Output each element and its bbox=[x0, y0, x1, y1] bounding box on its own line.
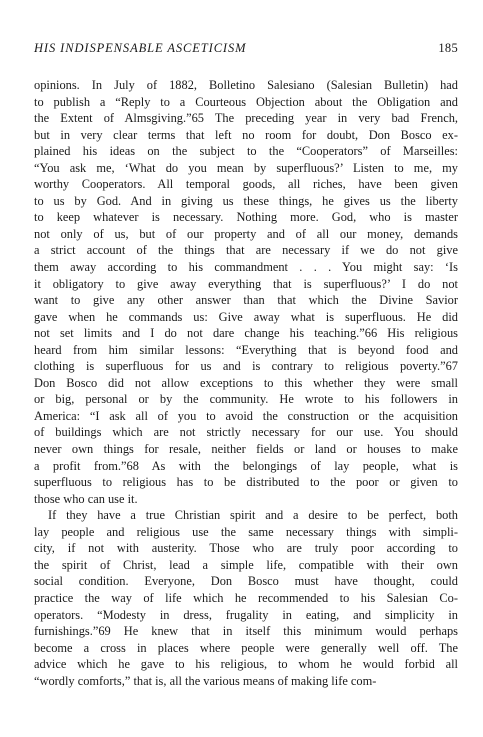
text-line: them away according to his commandment . . . You might say: ‘Is bbox=[34, 260, 458, 275]
text-line: “You ask me, ‘What do you mean by superfluous?’ Listen to me, my bbox=[34, 160, 458, 175]
text-line: or big, personal or by the community. He wrote to his followers in bbox=[34, 392, 458, 407]
text-line: to us by God. And in giving us these things, he gives us the liberty bbox=[34, 193, 458, 208]
page-number: 185 bbox=[438, 41, 458, 55]
text-line: opinions. In July of 1882, Bolletino Salesiano (Salesian Bulletin) had bbox=[34, 78, 458, 92]
text-line: want to give any other answer than that which the Divine Savior bbox=[34, 293, 458, 308]
text-line: social condition. Everyone, Don Bosco must have thought, could bbox=[34, 574, 458, 589]
text-line: gave when he commands us: Give away what is superfluous. He did bbox=[34, 309, 458, 324]
text-line: those who can use it. bbox=[34, 491, 138, 506]
text-line: of buildings which are not strictly necessary for our use. You should bbox=[34, 425, 458, 440]
book-page bbox=[34, 0, 458, 737]
text-line: practice the way of life which he recommended to his Salesian Co- bbox=[34, 590, 458, 605]
text-line: worthy Cooperators. All temporal goods, all riches, have been given bbox=[34, 177, 458, 192]
paragraph bbox=[34, 507, 458, 689]
paragraph bbox=[34, 77, 458, 507]
text-line: Don Bosco did not allow exceptions to this whether they were small bbox=[34, 375, 458, 390]
text-line: America: “I ask all of you to avoid the construction or the acquisition bbox=[34, 408, 458, 423]
text-line: heard from him similar lessons: “Everything that is beyond food and bbox=[34, 342, 458, 357]
text-line: never own things for resale, neither fields or land or houses to make bbox=[34, 442, 458, 457]
text-line: operators. “Modesty in dress, frugality in eating, and simplicity in bbox=[34, 607, 458, 622]
text-line: city, if not with austerity. Those who are truly poor according to bbox=[34, 541, 458, 556]
text-line: lay people and religious use the same necessary things with simpli- bbox=[34, 524, 458, 539]
text-line: become a cross in places where people were generally well off. The bbox=[34, 640, 458, 655]
running-head-title: HIS INDISPENSABLE ASCETICISM bbox=[34, 41, 247, 55]
text-line: the spirit of Christ, lead a simple life, compatible with their own bbox=[34, 557, 458, 572]
text-line: not set limits and I do not dare change his teaching.”66 His religious bbox=[34, 326, 458, 341]
text-line: “wordly comforts,” that is, all the various means of making life com- bbox=[34, 673, 377, 688]
text-line: not only of us, but of our property and of all our money, demands bbox=[34, 226, 458, 241]
text-line: a strict account of the things that are necessary if we do not give bbox=[34, 243, 458, 258]
body-text bbox=[34, 77, 458, 689]
text-line: advice which he gave to his religious, to whom he would forbid all bbox=[34, 657, 458, 672]
text-line: but in very clear terms that left no room for doubt, Don Bosco ex- bbox=[34, 127, 458, 142]
text-line: If they have a true Christian spirit and a desire to be perfect, both bbox=[48, 508, 458, 523]
text-line: it obligatory to give away everything that is superfluous?’ I do not bbox=[34, 276, 458, 291]
text-line: the Extent of Almsgiving.”65 The preceding year in very bad French, bbox=[34, 111, 458, 126]
text-line: superfluous to religious has to be distributed to the poor or given to bbox=[34, 475, 458, 490]
text-line: plained his ideas on the subject to the “Cooperators” of Marseilles: bbox=[34, 144, 458, 159]
text-line: to publish a “Reply to a Courteous Objection about the Obligation and bbox=[34, 94, 458, 109]
text-line: furnishings.”69 He knew that in itself this minimum would perhaps bbox=[34, 624, 458, 639]
text-line: to keep whatever is necessary. Nothing more. God, who is master bbox=[34, 210, 458, 225]
running-head bbox=[34, 40, 458, 56]
text-line: a profit from.”68 As with the belongings of lay people, what is bbox=[34, 458, 458, 473]
text-line: clothing is superfluous for us and is contrary to religious poverty.”67 bbox=[34, 359, 458, 374]
